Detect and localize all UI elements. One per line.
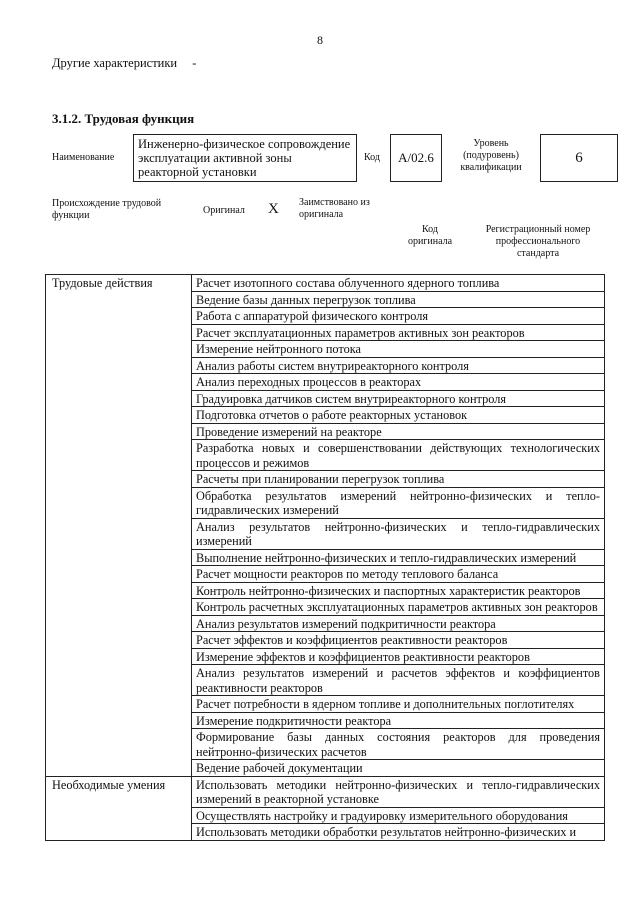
table-cell-item: Измерение эффектов и коэффициентов реактивности реакторов [192, 648, 605, 665]
table-cell-item: Подготовка отчетов о работе реакторных установок [192, 407, 605, 424]
table-cell-item: Ведение рабочей документации [192, 760, 605, 777]
table-cell-item: Контроль расчетных эксплуатационных параметров активных зон реакторов [192, 599, 605, 616]
table-cell-item: Осуществлять настройку и градуировку измерительного оборудования [192, 807, 605, 824]
name-value-box: Инженерно-физическое сопровождение эксплуатации активной зоны реакторной установки [133, 134, 357, 182]
table-cell-item: Расчет мощности реакторов по методу теплового баланса [192, 566, 605, 583]
level-value-box: 6 [540, 134, 618, 182]
page-number: 8 [317, 33, 323, 47]
table-row [46, 776, 605, 807]
table-row [46, 275, 605, 292]
table-body [46, 275, 605, 841]
original-mark: X [268, 201, 279, 217]
table-cell-item: Анализ результатов нейтронно-физических и тепло-гидравлических измерений [192, 518, 605, 549]
labor-function-table [45, 274, 605, 841]
table-cell-item: Расчеты при планировании перегрузок топлива [192, 471, 605, 488]
group-label: Необходимые умения [46, 776, 192, 840]
table-cell-item: Формирование базы данных состояния реакторов для проведения нейтронно-физических расчетов [192, 729, 605, 760]
table-cell-item: Расчет эксплуатационных параметров активных зон реакторов [192, 324, 605, 341]
table-cell-item: Расчет эффектов и коэффициентов реактивности реакторов [192, 632, 605, 649]
table-cell-item: Анализ результатов измерений подкритичности реактора [192, 615, 605, 632]
reg-number-label: Регистрационный номер профессионального стандарта [485, 224, 591, 259]
table-cell-item: Контроль нейтронно-физических и паспортных характеристик реакторов [192, 582, 605, 599]
table-cell-item: Разработка новых и совершенствовании действующих технологических процессов и режимов [192, 440, 605, 471]
table-cell-item: Использовать методики нейтронно-физических и тепло-гидравлических измерений в реакторной установке [192, 776, 605, 807]
code-original-label: Код оригинала [407, 224, 453, 247]
other-characteristics [52, 56, 196, 71]
table-cell-item: Градуировка датчиков систем внутриреакторного контроля [192, 390, 605, 407]
table-cell-item: Измерение нейтронного потока [192, 341, 605, 358]
origin-label: Происхождение трудовой функции [52, 198, 162, 221]
table-cell-item: Анализ результатов измерений и расчетов эффектов и коэффициентов реактивности реакторов [192, 665, 605, 696]
group-label: Трудовые действия [46, 275, 192, 777]
level-label: Уровень (подуровень) квалификации [460, 138, 522, 173]
section-title: 3.1.2. Трудовая функция [52, 111, 195, 126]
table-cell-item: Расчет потребности в ядерном топливе и дополнительных поглотителях [192, 696, 605, 713]
table-cell-item: Ведение базы данных перегрузок топлива [192, 291, 605, 308]
original-label: Оригинал [203, 205, 245, 216]
table-cell-item: Измерение подкритичности реактора [192, 712, 605, 729]
table-cell-item: Обработка результатов измерений нейтронно-физических и тепло-гидравлических измерений [192, 487, 605, 518]
table-cell-item: Проведение измерений на реакторе [192, 423, 605, 440]
table-cell-item: Анализ переходных процессов в реакторах [192, 374, 605, 391]
table-cell-item: Использовать методики обработки результатов нейтронно-физических и [192, 824, 605, 841]
other-characteristics-value: - [192, 56, 197, 70]
name-label: Наименование [52, 152, 115, 163]
other-characteristics-label: Другие характеристики [52, 56, 178, 70]
table-cell-item: Работа с аппаратурой физического контроля [192, 308, 605, 325]
table-cell-item: Анализ работы систем внутриреакторного контроля [192, 357, 605, 374]
code-label: Код [364, 152, 380, 163]
table-cell-item: Расчет изотопного состава облученного ядерного топлива [192, 275, 605, 292]
table-cell-item: Выполнение нейтронно-физических и тепло-гидравлических измерений [192, 549, 605, 566]
borrowed-label: Заимствовано из оригинала [299, 197, 370, 220]
code-value-box: A/02.6 [390, 134, 442, 182]
